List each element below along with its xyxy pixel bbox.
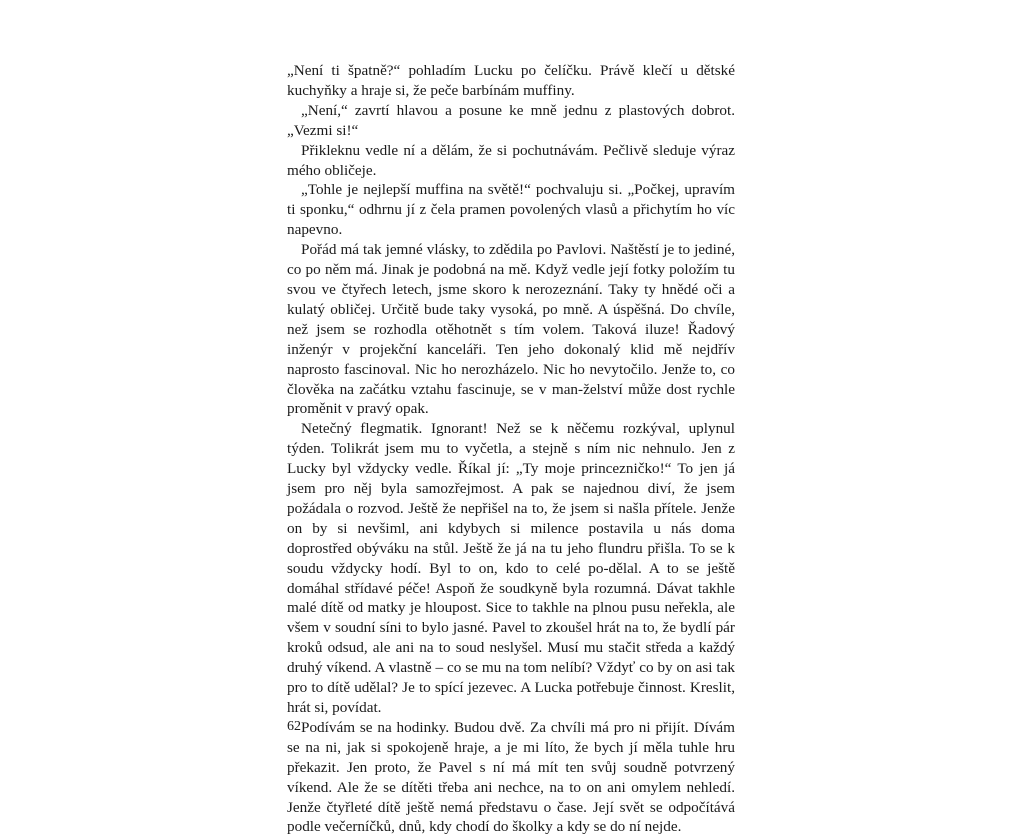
paragraph-1: „Není ti špatně?“ pohladím Lucku po čelíčku. Právě klečí u dětské kuchyňky a hraje si, že peče barbínám muffiny. [287,62,735,99]
paragraph-4: „Tohle je nejlepší muffina na světě!“ pochvaluju si. „Počkej, upravím ti sponku,“ odhrnu jí z čela pramen povolených vlasů a přichytím ho víc napevno. [287,181,735,239]
paragraph-3: Přikleknu vedle ní a dělám, že si pochutnávám. Pečlivě sleduje výraz mého obličeje. [287,141,735,179]
paragraph-5: Pořád má tak jemné vlásky, to zdědila po Pavlovi. Naštěstí je to jediné, co po něm má. Jinak je podobná na mě. Když vedle její fotky položím tu svou ve čtyřech letech, jsme skoro k nerozeznání. Taky ty hnědé oči a kulatý obličej. Určitě bude taky vysoká, po mně. A úspěšná. Do chvíle, než jsem se rozhodla otěhotnět s tím volem. Taková iluze! Řadový inženýr v projekční kanceláři. Ten jeho dokonalý klid mě nejdřív naprosto fascinoval. Nic ho nerozházelo. Nic ho nevytočilo. Jenže to, co člověka na začátku vztahu fascinuje, se v man-želství může dost rychle proměnit v pravý opak. [287,241,735,418]
page-text [287,61,735,837]
paragraph-2: „Není,“ zavrtí hlavou a posune ke mně jednu z plastových dobrot. „Vezmi si!“ [287,101,735,139]
paragraph-6: Netečný flegmatik. Ignorant! Než se k něčemu rozkýval, uplynul týden. Tolikrát jsem mu to vyčetla, a stejně s ním nic nehnulo. Jen z Lucky byl vždycky vedle. Říkal jí: „Ty moje princezničko!“ To jen já jsem pro něj byla samozřejmost. A pak se najednou diví, že jsem požádala o rozvod. Ještě že nepřišel na to, že jsem si našla přítele. Jenže on by si nevšiml, ani kdybych si milence postavila u nás doma doprostřed obýváku na stůl. Ještě že já na tu jeho flundru přišla. To se k soudu vždycky hodí. Byl to on, kdo to celé po-dělal. A to se ještě domáhal střídavé péče! Aspoň že soudkyně byla rozumná. Dávat takhle malé dítě od matky je hloupost. Sice to takhle na plnou pusu neřekla, ale všem v soudní síni to bylo jasné. Pavel to zkoušel hrát na to, že bydlí pár kroků odsud, ale ani na to soud neslyšel. Musí mu stačit středa a každý druhý víkend. A vlastně – co se mu na tom nelíbí? Vždyť co by on asi tak pro to dítě udělal? Je to spící jezevec. A Lucka potřebuje činnost. Kreslit, hrát si, povídat. [287,420,735,716]
paragraph-7: Podívám se na hodinky. Budou dvě. Za chvíli má pro ni přijít. Dívám se na ni, jak si spokojeně hraje, a je mi líto, že bych jí měla tuhle hru překazit. Jen proto, že Pavel s ní má mít ten svůj soudně potvrzený víkend. Ale že se dítěti třeba ani nechce, na to on ani omylem nehledí. Jenže čtyřleté dítě ještě nemá představu o čase. Její svět se odpočítává podle večerníčků, dnů, kdy chodí do školky a kdy se do ní nejde. [287,718,735,836]
page-number: 62 [287,719,301,734]
